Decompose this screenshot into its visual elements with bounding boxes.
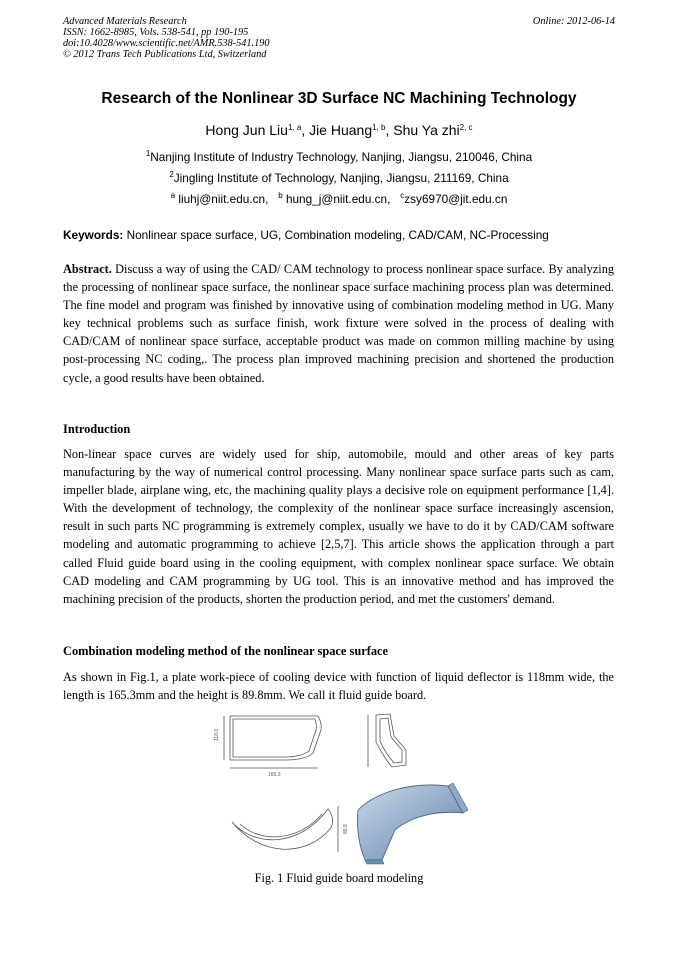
author-name: Shu Ya zhi xyxy=(393,122,460,138)
affiliation-text: Jingling Institute of Technology, Nanjing, Jiangsu, 211169, China xyxy=(173,171,509,185)
dimension-label: 118.0 xyxy=(214,728,220,741)
author-separator: , xyxy=(385,122,394,138)
author-list xyxy=(0,122,678,138)
side-view-drawing xyxy=(368,714,406,767)
author-name: Hong Jun Liu xyxy=(205,122,288,138)
affiliation xyxy=(0,150,678,164)
online-date: Online: 2012-06-14 xyxy=(532,16,615,27)
email-sup: b xyxy=(278,191,283,200)
email-sup: c xyxy=(400,191,405,200)
issn-line: ISSN: 1662-8985, Vols. 538-541, pp 190-195 xyxy=(63,27,249,38)
shaded-3d-model xyxy=(357,783,468,864)
author-name: Jie Huang xyxy=(309,122,373,138)
section-heading: Introduction xyxy=(63,422,131,436)
keywords-text: Nonlinear space surface, UG, Combination modeling, CAD/CAM, NC-Processing xyxy=(126,228,549,242)
keywords xyxy=(63,228,623,242)
front-view-drawing xyxy=(224,716,321,768)
section-paragraph: Non-linear space curves are widely used for ship, automobile, mould and other areas of key parts manufacturing by the way of numerical control processing. Many nonlinear space surface parts such as cam, impeller blade, airplane wing, etc, the machining quality plays a decisive role on equipment performance [1,4]. With the development of technology, the complexity of the nonlinear space surface increasingly ascension, result in such parts NC programming is extremely complex, usually we have to do it by CAD/CAM software modeling and automatic programming to achieve [2,5,7]. This article shows the application through a part called Fluid guide board using in the cooling equipment, with complex nonlinear space surface. We obtain CAD modeling and CAM programming by UG tool. This is an innovative method and has improved the machining precision of the products, shorten the production period, and met the customers' demand. xyxy=(63,447,614,606)
email-address[interactable]: zsy6970@jit.edu.cn xyxy=(404,192,508,206)
figure-fluid-guide-board xyxy=(210,706,480,872)
author-sup: 1, a xyxy=(287,123,302,132)
email-address[interactable]: liuhj@niit.edu.cn, xyxy=(178,192,269,206)
abstract-text: Discuss a way of using the CAD/ CAM technology to process nonlinear space surface. By analyzing the processing of nonlinear space surface, the nonlinear space surface machining process plan was determined. The fine model and program was finished by innovative using of combination modeling method in UG. Many key technical problems such as surface finish, work fixture were solved in the process of dealing with CAD/CAM of nonlinear space surface, acceptable product was made on common milling machine by using post-processing NC coding,. The process plan improved machining precision and shortened the production cycle, a good results have been obtained. xyxy=(63,262,614,385)
email-address[interactable]: hung_j@niit.edu.cn, xyxy=(285,192,391,206)
abstract-label: Abstract. xyxy=(63,262,112,276)
dimension-label: 165.3 xyxy=(268,772,281,778)
author-separator: , xyxy=(301,122,310,138)
affiliation xyxy=(0,171,678,185)
copyright-line: © 2012 Trans Tech Publications Ltd, Switzerland xyxy=(63,49,267,60)
author-sup: 1, b xyxy=(372,123,386,132)
figure-caption: Fig. 1 Fluid guide board modeling xyxy=(254,871,424,885)
affiliation-sup: 2 xyxy=(169,170,174,179)
section-paragraph: As shown in Fig.1, a plate work-piece of cooling device with function of liquid deflector is 118mm wide, the length is 165.3mm and the height is 89.8mm. We call it fluid guide board. xyxy=(63,670,614,703)
top-view-drawing xyxy=(232,806,338,852)
affiliation-text: Nanjing Institute of Industry Technology, Nanjing, Jiangsu, 210046, China xyxy=(150,150,533,164)
email-list xyxy=(0,192,678,206)
section-heading: Combination modeling method of the nonlinear space surface xyxy=(63,644,389,658)
journal-name: Advanced Materials Research xyxy=(63,16,187,27)
author-sup: 2, c xyxy=(459,123,473,132)
dimension-label: 89.8 xyxy=(343,824,349,834)
keywords-label: Keywords: xyxy=(63,228,124,242)
doi-link[interactable]: doi:10.4028/www.scientific.net/AMR.538-541.190 xyxy=(63,38,270,49)
paper-title: Research of the Nonlinear 3D Surface NC Machining Technology xyxy=(101,90,577,107)
abstract xyxy=(63,260,614,387)
journal-header xyxy=(63,16,270,60)
email-sup: a xyxy=(170,191,176,200)
affiliation-sup: 1 xyxy=(145,149,151,158)
